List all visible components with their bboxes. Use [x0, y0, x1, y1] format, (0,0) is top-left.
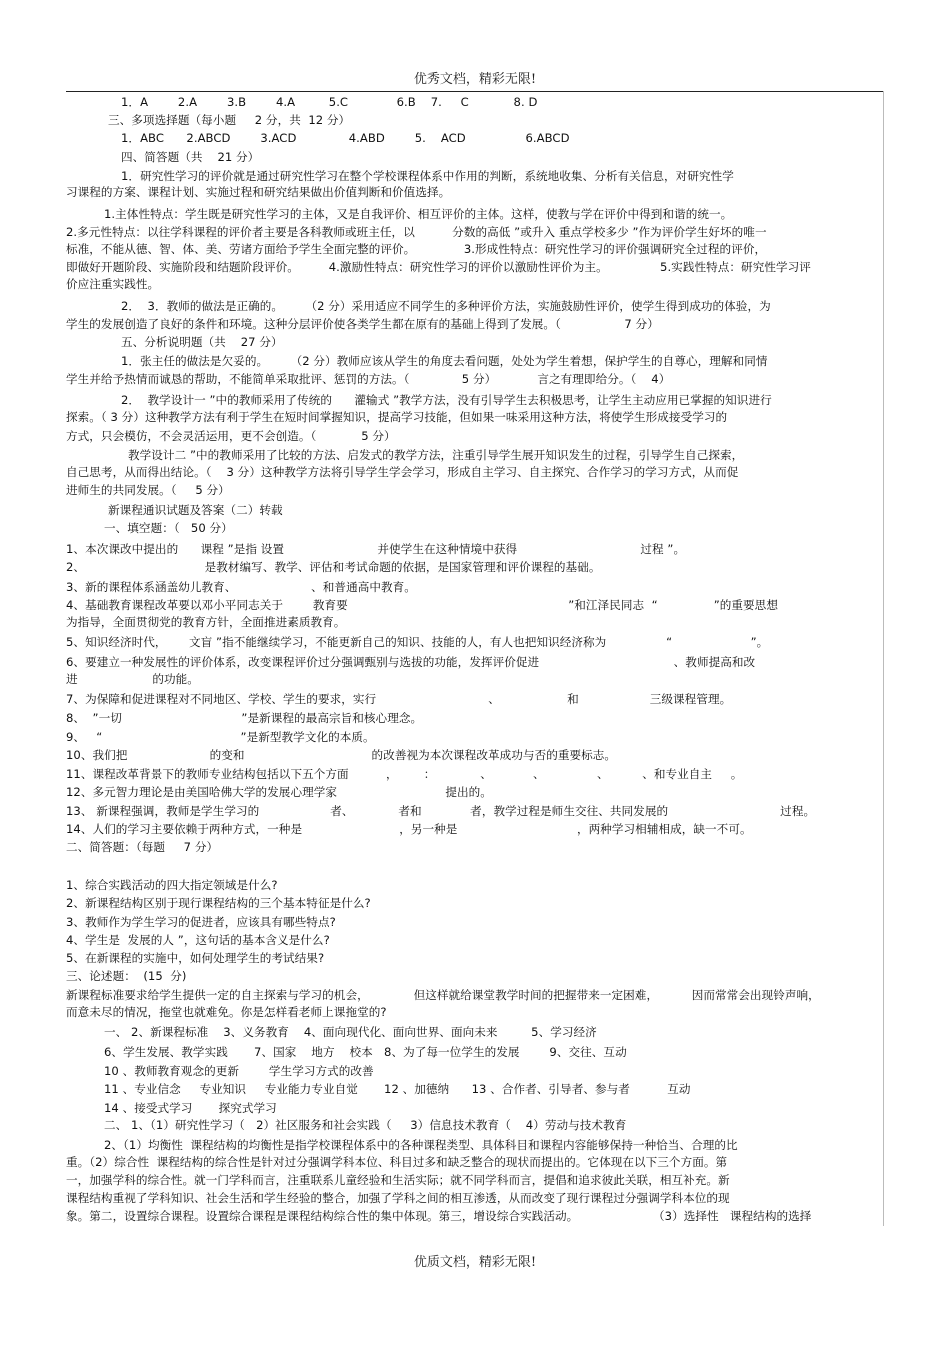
text-line: 教学设计二 ”中的教师采用了比较的方法、启发式的教学方法，注重引导学生展开知识发生的过程，引导学生自己探索，	[128, 448, 744, 462]
text-line: 进 的功能。	[66, 672, 199, 686]
text-line: 象。第二，设置综合课程。设置综合课程是课程结构综合性的集中体现。第三，增设综合实践活动。 （3）选择性 课程结构的选择	[66, 1209, 812, 1223]
text-line: 2、（1）均衡性 课程结构的均衡性是指学校课程体系中的各种课程类型、具体科目和课程内容能够保持一种恰当、合理的比	[104, 1138, 738, 1152]
text-line: 1．ABC 2.ABCD 3.ACD 4.ABD 5. ACD 6.ABCD	[121, 131, 570, 145]
text-line: 2． 3．教师的做法是正确的。 （2 分）采用适应不同学生的多种评价方法，实施鼓励性评价，使学生得到成功的体验，为	[121, 299, 771, 313]
text-line: 新课程标准要求给学生提供一定的自主探索与学习的机会， 但这样就给课堂教学时间的把握带来一定困难， 因而常常会出现铃声响，	[66, 988, 820, 1002]
text-line: 课程结构重视了学科知识、社会生活和学生经验的整合，加强了学科之间的相互渗透，从而改变了现行课程过分强调学科本位的现	[66, 1191, 730, 1205]
text-line: 6、学生发展、教学实践 7、国家 地方 校本 8、为了每一位学生的发展 9、交往、互动	[104, 1045, 627, 1059]
text-line: 四、简答题（共 21 分）	[121, 150, 260, 164]
text-line: 13、 新课程强调，教师是学生学习的 者、 者和 者，教学过程是师生交往、共同发展的 过程。	[66, 804, 816, 818]
text-line: 2． 教学设计一 ”中的教师采用了传统的 灌输式 ”教学方法，没有引导学生去积极思考，让学生主动应用已掌握的知识进行	[121, 393, 772, 407]
text-line: 10 、教师教育观念的更新 学生学习方式的改善	[104, 1064, 374, 1078]
text-line: 1.主体性特点：学生既是研究性学习的主体，又是自我评价、相互评价的主体。这样，使教与学在评价中得到和谐的统一。	[104, 207, 733, 221]
text-line: 习课程的方案、课程计划、实施过程和研究结果做出价值判断和价值选择。	[66, 185, 451, 199]
text-line: 为指导，全面贯彻党的教育方针，全面推进素质教育。	[66, 615, 346, 629]
text-line: 方式，只会模仿，不会灵活运用，更不会创造。（ 5 分）	[66, 429, 396, 443]
text-line: 5、知识经济时代， 文盲 ”指不能继续学习，不能更新自己的知识、技能的人，有人也把知识经济称为 “ ”。	[66, 635, 769, 649]
text-line: 新课程通识试题及答案（二）转载	[108, 503, 283, 517]
text-line: 6、要建立一种发展性的评价体系，改变课程评价过分强调甄别与选拔的功能，发挥评价促进 、教师提高和改	[66, 655, 756, 669]
text-line: 自己思考，从而得出结论。（ 3 分）这种教学方法将引导学生学会学习，形成自主学习、自主探究、合作学习的学习方式，从而促	[66, 465, 739, 479]
text-line: 14、人们的学习主要依赖于两种方式，一种是 ，另一种是 ，两种学习相辅相成，缺一不可。	[66, 822, 752, 836]
text-line: 2.多元性特点：以往学科课程的评价者主要是各科教师或班主任，以 分数的高低 ”或升入 重点学校多少 ”作为评价学生好坏的唯一	[66, 225, 767, 239]
page-footer: 优质文档，精彩无限!	[413, 1255, 537, 1270]
text-line: 7、为保障和促进课程对不同地区、学校、学生的要求，实行 、 和 三级课程管理。	[66, 692, 732, 706]
text-line: 4、基础教育课程改革要以邓小平同志关于 教育要 ”和江泽民同志 “ ”的重要思想	[66, 598, 778, 612]
text-line: 4、学生是 发展的人 ”，这句话的基本含义是什么?	[66, 933, 330, 947]
text-line: 一、 2、新课程标准 3、义务教育 4、面向现代化、面向世界、面向未来 5、学习经济	[104, 1025, 597, 1039]
text-line: 五、分析说明题（共 27 分）	[121, 335, 283, 349]
text-line: 3、新的课程体系涵盖幼儿教育、 、和普通高中教育。	[66, 580, 416, 594]
text-line: 1．A 2.A 3.B 4.A 5.C 6.B 7. C 8. D	[121, 95, 538, 109]
text-line: 1．研究性学习的评价就是通过研究性学习在整个学校课程体系中作用的判断，系统地收集、分析有关信息，对研究性学	[121, 169, 734, 183]
text-line: 8、 ”一切 ”是新课程的最高宗旨和核心理念。	[66, 711, 423, 725]
text-line: 即做好开题阶段、实施阶段和结题阶段评价。 4.激励性特点：研究性学习的评价以激励性评价为主。 5.实践性特点：研究性学习评	[66, 260, 811, 274]
text-line: 一，加强学科的综合性。就一门学科而言，注重联系儿童经验和生活实际；就不同学科而言，提倡和追求彼此关联，相互补充。新	[66, 1173, 730, 1187]
text-line: 12、多元智力理论是由美国哈佛大学的发展心理学家 提出的。	[66, 785, 492, 799]
text-line: 1、综合实践活动的四大指定领域是什么?	[66, 878, 278, 892]
text-line: 11、课程改革背景下的教师专业结构包括以下五个方面 ， ： 、 、 、 、和专业自主 。	[66, 767, 743, 781]
text-line: 二、 1、（1）研究性学习（ 2）社区服务和社会实践（ 3）信息技术教育（ 4）劳动与技术教育	[104, 1118, 627, 1132]
text-line: 学生的发展创造了良好的条件和环境。这种分层评价使各类学生都在原有的基础上得到了发展。（ 7 分）	[66, 317, 659, 331]
text-line: 进师生的共同发展。（ 5 分）	[66, 483, 230, 497]
text-line: 10、我们把 的变和 的改善视为本次课程改革成功与否的重要标志。	[66, 748, 617, 762]
text-line: 14 、接受式学习 探究式学习	[104, 1101, 277, 1115]
text-line: 2、 是教材编写、教学、评估和考试命题的依据，是国家管理和评价课程的基础。	[66, 560, 601, 574]
text-line: 2、新课程结构区别于现行课程结构的三个基本特征是什么?	[66, 896, 371, 910]
text-line: 11 、专业信念 专业知识 专业能力专业自觉 12 、加德纳 13 、合作者、引导者、参与者 互动	[104, 1082, 691, 1096]
text-line: 而意未尽的情况，拖堂也就难免。你是怎样看老师上课拖堂的?	[66, 1005, 387, 1019]
page-header: 优秀文档，精彩无限!	[413, 72, 537, 87]
text-line: 重。（2）综合性 课程结构的综合性是针对过分强调学科本位、科目过多和缺乏整合的现状而提出的。它体现在以下三个方面。第	[66, 1155, 728, 1169]
text-line: 学生并给予热情而诚恳的帮助，不能简单采取批评、惩罚的方法。（ 5 分） 言之有理即给分。（ 4）	[66, 372, 671, 386]
text-line: 价应注重实践性。	[66, 277, 160, 291]
text-line: 3、教师作为学生学习的促进者，应该具有哪些特点?	[66, 915, 336, 929]
text-line: 探索。（ 3 分）这种教学方法有利于学生在短时间掌握知识，提高学习技能，但如果一味采用这种方法，将使学生形成接受学习的	[66, 410, 728, 424]
text-line: 二、简答题：（每题 7 分）	[66, 840, 219, 854]
text-line: 一、填空题：（ 50 分）	[104, 521, 233, 535]
text-line: 三、多项选择题（每小题 2 分，共 12 分）	[108, 113, 351, 127]
text-line: 三、论述题： (15 分)	[66, 969, 187, 983]
text-line: 标准，不能从德、智、体、美、劳诸方面给予学生全面完整的评价。 3.形成性特点：研究性学习的评价强调研究全过程的评价，	[66, 242, 767, 256]
text-line: 1．张主任的做法是欠妥的。 （2 分）教师应该从学生的角度去看问题，处处为学生着想，保护学生的自尊心，理解和同情	[121, 354, 768, 368]
text-line: 9、 “ ”是新型教学文化的本质。	[66, 730, 375, 744]
text-line: 5、在新课程的实施中，如何处理学生的考试结果?	[66, 951, 325, 965]
text-line: 1、本次课改中提出的 课程 ”是指 设置 并使学生在这种情境中获得 过程 ”。	[66, 542, 686, 556]
